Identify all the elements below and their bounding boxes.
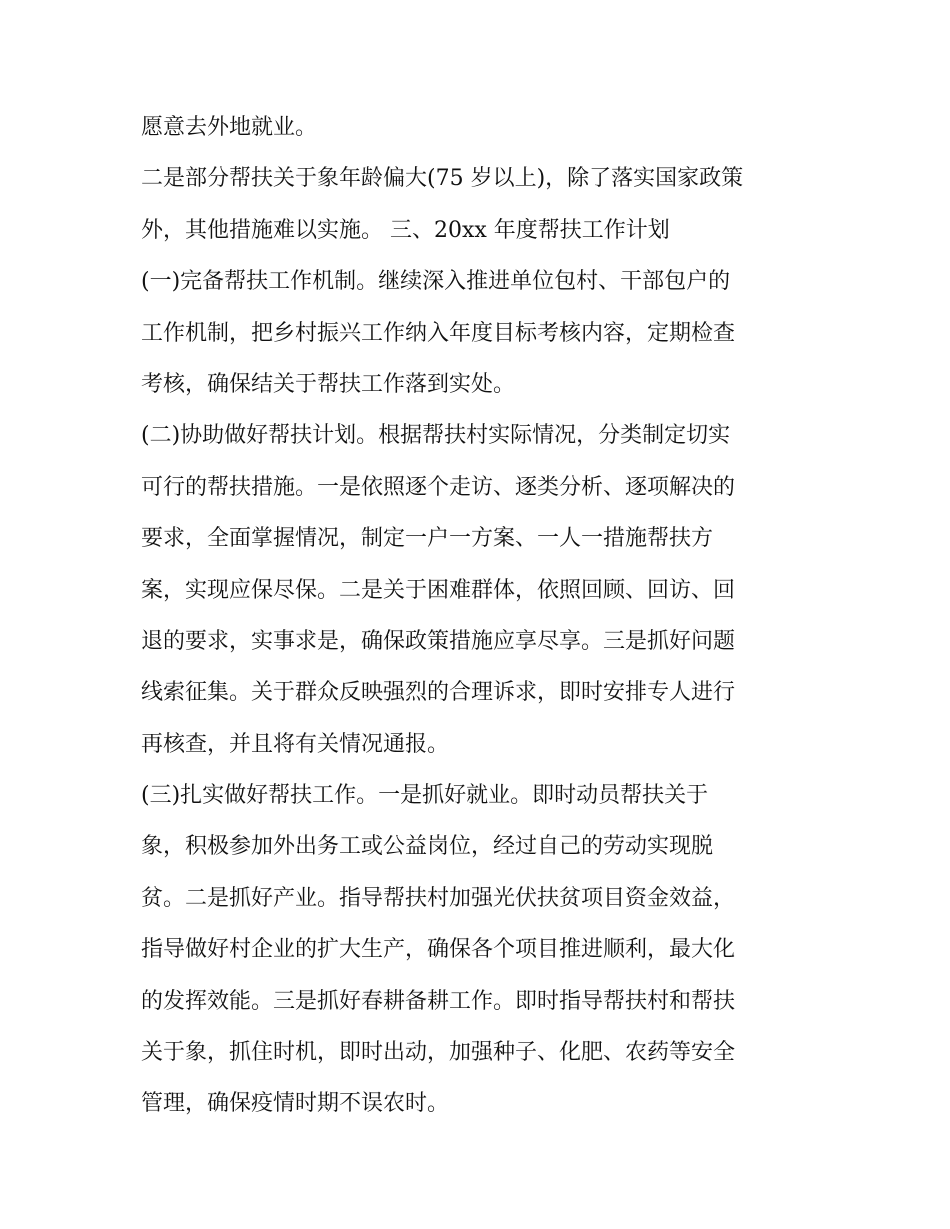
text-line: 愿意去外地就业。: [141, 115, 318, 140]
text-line: (一)完备帮扶工作机制。继续深入推进单位包村、干部包户的: [141, 269, 731, 295]
text-line: 考核，确保结关于帮扶工作落到实处。: [141, 371, 516, 397]
text-line: 退的要求，实事求是，确保政策措施应享尽享。三是抓好问题: [141, 628, 736, 654]
text-line: 二是部分帮扶关于象年龄偏大(75 岁以上)，除了落实国家政策: [141, 166, 744, 192]
text-line: 外，其他措施难以实施。 三、20xx 年度帮扶工作计划: [141, 217, 670, 243]
text-line: 指导做好村企业的扩大生产，确保各个项目推进顺利，最大化: [141, 937, 736, 963]
text-line: 工作机制，把乡村振兴工作纳入年度目标考核内容，定期检查: [141, 320, 736, 346]
text-line: 线索征集。关于群众反映强烈的合理诉求，即时安排专人进行: [141, 680, 736, 706]
text-line: (二)协助做好帮扶计划。根据帮扶村实际情况，分类制定切实: [141, 423, 731, 449]
text-line: 案，实现应保尽保。二是关于困难群体，依照回顾、回访、回: [141, 577, 736, 603]
text-line: 的发挥效能。三是抓好春耕备耕工作。即时指导帮扶村和帮扶: [141, 988, 736, 1014]
text-line: 可行的帮扶措施。一是依照逐个走访、逐类分析、逐项解决的: [141, 474, 736, 500]
text-line: 关于象，抓住时机，即时出动，加强种子、化肥、农药等安全: [141, 1040, 736, 1066]
text-line: 再核查，并且将有关情况通报。: [141, 731, 450, 757]
text-line: 要求，全面掌握情况，制定一户一方案、一人一措施帮扶方: [141, 526, 714, 552]
text-line: (三)扎实做好帮扶工作。一是抓好就业。即时动员帮扶关于: [141, 783, 709, 809]
document-body: [141, 108, 813, 1136]
text-line: 管理，确保疫情时期不误农时。: [141, 1091, 450, 1117]
text-line: 贫。二是抓好产业。指导帮扶村加强光伏扶贫项目资金效益，: [141, 885, 736, 911]
text-line: 象，积极参加外出务工或公益岗位，经过自己的劳动实现脱: [141, 834, 714, 860]
